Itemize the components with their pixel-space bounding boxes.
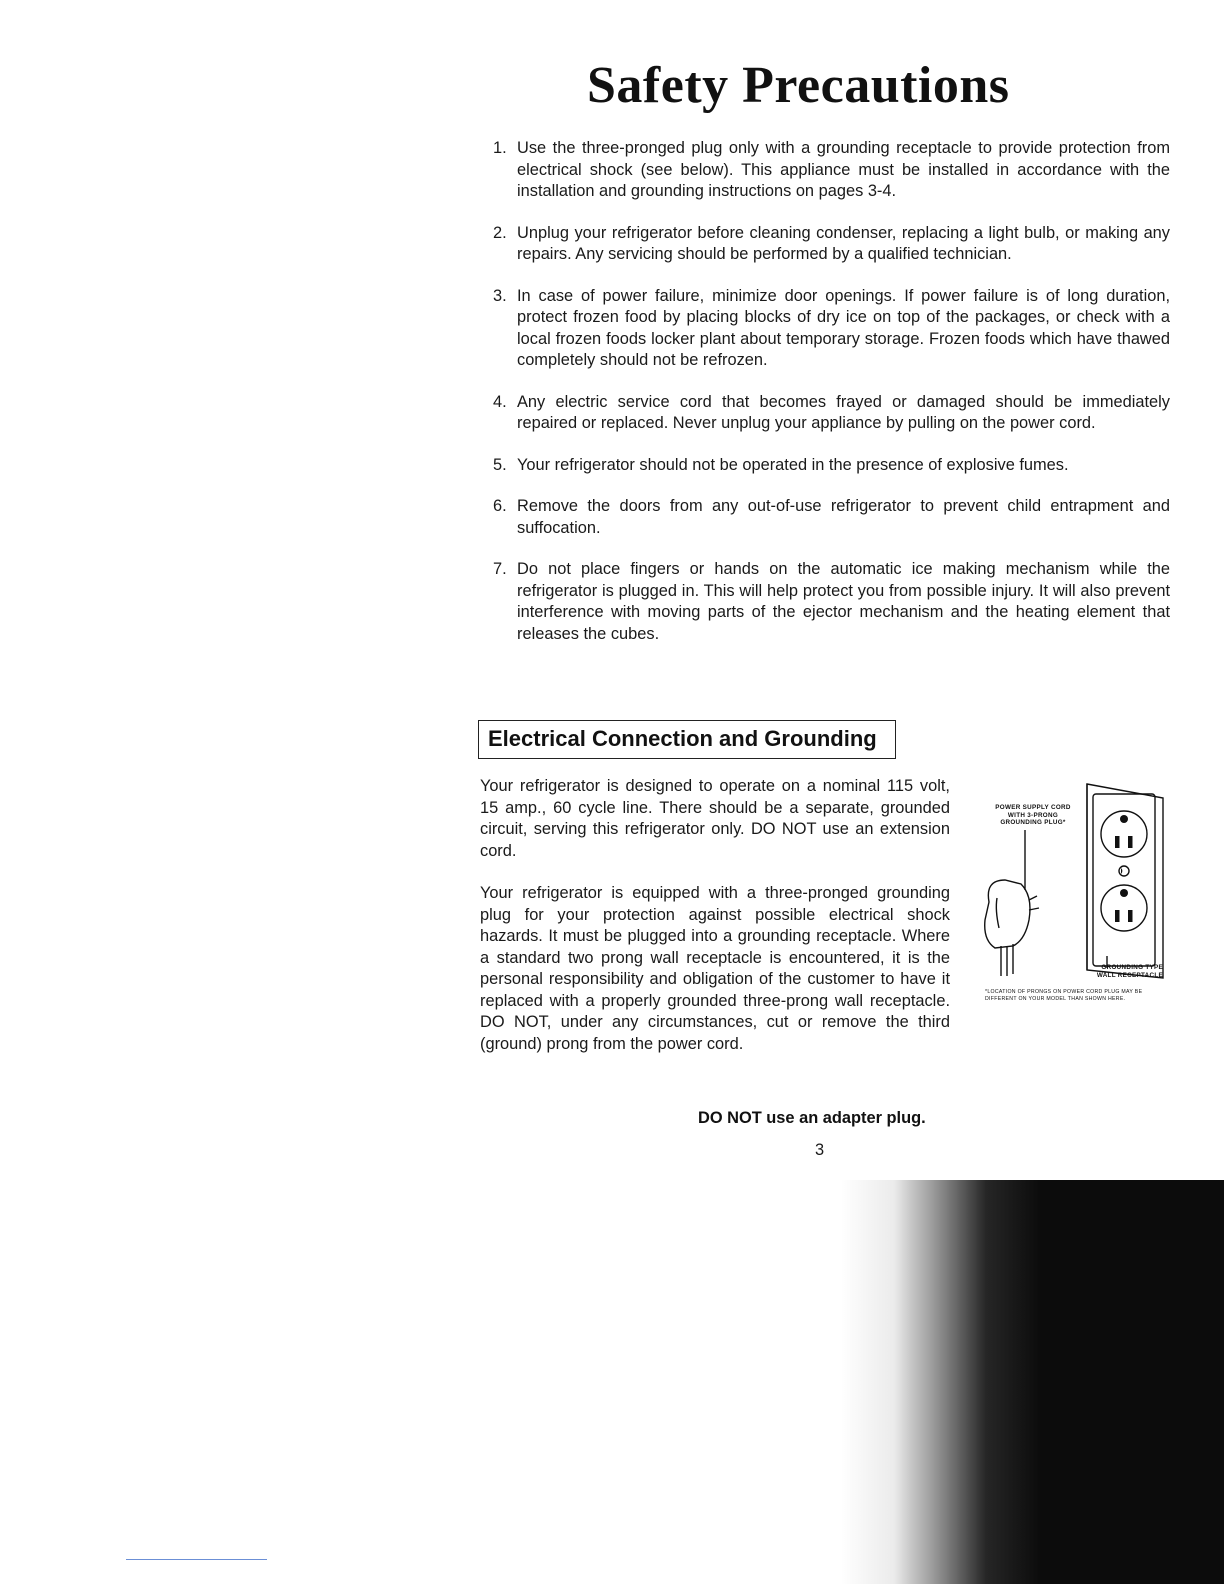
section-paragraph-2: [480, 883, 950, 1055]
adapter-warning: DO NOT use an adapter plug.: [698, 1109, 926, 1127]
item-number: 7.: [493, 560, 507, 578]
item-text: Use the three-pronged plug only with a grounding receptacle to provide protection from electrical shock (see below). This appliance must be installed in accordance with the installation and grounding instructions on pages 3-4.: [517, 139, 1170, 200]
list-item: [493, 496, 1170, 539]
item-text: In case of power failure, minimize door openings. If power failure is of long duration, protect frozen food by placing blocks of dry ice on top of the packages, or check with a local frozen foods locker plant about temporary storage. Frozen foods which have thawed completely should not be refrozen.: [517, 286, 1170, 369]
paragraph: Your refrigerator is equipped with a three-pronged grounding plug for your protection against possible electrical shock hazards. It must be plugged into a grounding receptacle. Where a standard two prong wall receptacle is encountered, it is the personal responsibility and obligation of the customer to have it replaced with a properly grounded three-prong wall receptacle. DO NOT, under any circumstances, cut or remove the third (ground) prong from the power cord.: [480, 884, 950, 1053]
paragraph: Your refrigerator is designed to operate on a nominal 115 volt, 15 amp., 60 cycle line. There should be a separate, grounded circuit, serving this refrigerator only. DO NOT use an extension cord.: [480, 777, 950, 860]
item-number: 4.: [493, 392, 507, 411]
margin-rule: [126, 1559, 267, 1560]
page-number: 3: [815, 1141, 825, 1159]
section-paragraph-1: [480, 776, 950, 862]
list-item: [493, 455, 1170, 477]
list-item: [493, 392, 1170, 435]
list-item: [493, 223, 1170, 266]
item-text: Any electric service cord that becomes frayed or damaged should be immediately repaired or replaced. Never unplug your appliance by pulling on the power cord.: [517, 392, 1170, 432]
plug-label: POWER SUPPLY CORD WITH 3-PRONG GROUNDING PLUG*: [995, 804, 1071, 826]
item-text: Unplug your refrigerator before cleaning condenser, replacing a light bulb, or making any repairs. Any servicing should be performed by a qualified technician.: [517, 223, 1170, 263]
section-heading: Electrical Connection and Grounding: [478, 720, 896, 759]
precautions-list: [493, 138, 1170, 665]
item-text: Remove the doors from any out-of-use refrigerator to prevent child entrapment and suffocation.: [517, 497, 1170, 537]
item-number: 5.: [493, 455, 507, 474]
list-item: [493, 138, 1170, 203]
item-number: 2.: [493, 223, 507, 242]
item-number: 1.: [493, 139, 507, 157]
scan-shadow: [840, 1180, 1224, 1584]
item-number: 3.: [493, 286, 507, 305]
item-text: Your refrigerator should not be operated in the presence of explosive fumes.: [517, 455, 1069, 474]
list-item: [493, 286, 1170, 372]
item-number: 6.: [493, 497, 507, 515]
grounding-plug-figure: [975, 780, 1170, 1020]
page-title: Safety Precautions: [587, 57, 1010, 114]
list-item: [493, 559, 1170, 645]
receptacle-label: GROUNDING TYPE WALL RECEPTACLE: [1096, 964, 1163, 979]
figure-note: *LOCATION OF PRONGS ON POWER CORD PLUG MAY BE DIFFERENT ON YOUR MODEL THAN SHOWN HERE.: [985, 989, 1143, 1002]
item-text: Do not place fingers or hands on the automatic ice making mechanism while the refrigerator is plugged in. This will help protect you from possible injury. It will also prevent interference with moving parts of the ejector mechanism and the heating element that releases the cubes.: [517, 560, 1170, 643]
